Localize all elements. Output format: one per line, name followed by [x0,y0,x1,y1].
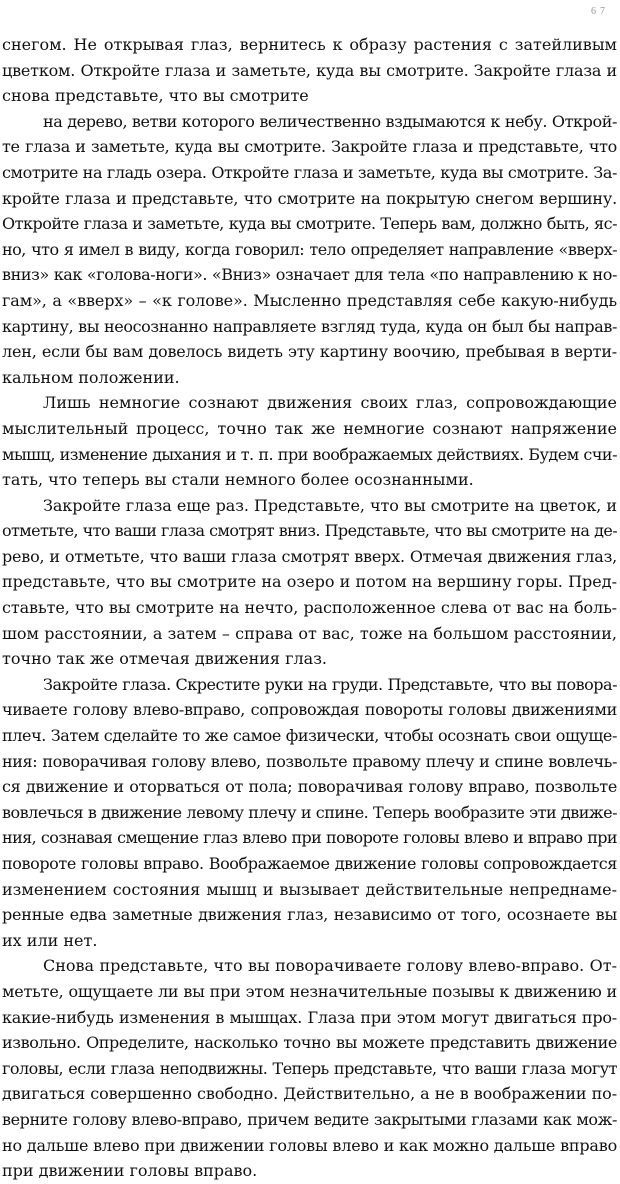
text-line: при движении головы вправо. [2,1161,258,1181]
page-number: 67 [591,6,609,17]
text-line: Закройте глаза. Скрестите руки на груди. Представьте, что вы повора- [43,674,617,694]
text-line: ренные едва заметные движения глаз, независимо от того, осознаете вы [2,905,617,925]
document-body [2,32,617,1184]
paragraph [2,390,617,492]
text-line: но дальше влево при движении головы влево и как можно дальше вправо [2,1135,617,1155]
text-line: кройте глаза и представьте, что смотрите на покрытую снегом вершину. [2,188,617,208]
text-line: тать, что теперь вы стали немного более осознанными. [2,470,474,490]
text-line: снова представьте, что вы смотрите [2,86,309,106]
text-line: лен, если бы вам довелось видеть эту картину воочию, пребывая в верти- [2,342,617,362]
text-line: смотрите на гладь озера. Откройте глаза и заметьте, куда вы смотрите. За- [2,162,617,182]
text-line: отметьте, что ваши глаза смотрят вниз. Представьте, что вы смотрите на де- [2,521,617,541]
text-line: Откройте глаза и заметьте, куда вы смотрите. Теперь вам, должно быть, яс- [2,214,617,234]
text-line: те глаза и заметьте, куда вы смотрите. Закройте глаза и представьте, что [2,137,617,157]
paragraph [2,953,617,1183]
text-line: их или нет. [2,930,98,950]
text-line: извольно. Определите, насколько точно вы можете представить движение [2,1033,617,1053]
text-line: повороте головы вправо. Воображаемое движение головы сопровождается [2,854,617,873]
paragraph [2,109,617,391]
text-line: какие-нибудь изменения в мышцах. Глаза при этом могут двигаться про- [2,1007,617,1027]
text-line: но, что я имел в виду, когда говорил: тело определяет направление «вверх- [2,239,617,259]
text-line: Лишь немногие сознают движения своих глаз, сопровождающие [43,393,617,413]
text-line: цветком. Откройте глаза и заметьте, куда вы смотрите. Закройте глаза и [2,60,617,80]
text-line: верните голову влево-вправо, причем ведите закрытыми глазами как мож- [2,1109,617,1129]
text-line: Закройте глаза еще раз. Представьте, что вы смотрите на цветок, и [43,495,617,515]
paragraph [2,32,617,109]
text-line: рево, и отметьте, что ваши глаза смотрят вверх. Отмечая движения глаз, [2,546,617,566]
paragraph [2,493,617,672]
text-line: на дерево, ветви которого величественно вздымаются к небу. Открой- [43,111,617,131]
text-line: Снова представьте, что вы поворачиваете голову влево-вправо. От- [43,956,617,976]
text-line: мышц, изменение дыхания и т. п. при воображаемых действиях. Будем счи- [2,444,617,464]
text-line: гам», а «вверх» – «к голове». Мысленно представляя себе какую-нибудь [2,290,617,310]
text-line: ния, сознавая смещение глаз влево при повороте головы влево и вправо при [2,828,617,848]
text-line: ставьте, что вы смотрите на нечто, расположенное слева от вас на боль- [2,598,617,618]
text-line: шом расстоянии, а затем – справа от вас, тоже на большом расстоянии, [2,623,617,643]
text-line: ния: поворачивая голову влево, позвольте правому плечу и спине вовлечь- [2,751,617,771]
text-line: ся движение и оторваться от пола; поворачивая голову вправо, позвольте [2,777,617,797]
text-line: двигаться совершенно свободно. Действительно, а не в воображении по- [2,1084,617,1104]
paragraph [2,672,617,954]
text-line: представьте, что вы смотрите на озеро и потом на вершину горы. Пред- [2,572,617,592]
text-line: головы, если глаза неподвижны. Теперь представьте, что ваши глаза могут [2,1058,617,1078]
text-line: вниз» как «голова-ноги». «Вниз» означает для тела «по направлению к но- [2,265,617,285]
text-line: вовлечься в движение левому плечу и спине. Теперь вообразите эти движе- [2,802,617,822]
text-line: снегом. Не открывая глаз, вернитесь к образу растения с затейливым [2,35,617,54]
text-line: чиваете голову влево-вправо, сопровождая повороты головы движениями [2,700,617,720]
text-line: картину, вы неосознанно направляете взгляд туда, куда он был бы направ- [2,316,617,336]
text-line: плеч. Затем сделайте то же самое физически, чтобы осознать свои ощуще- [2,726,617,746]
text-line: кальном положении. [2,367,180,387]
text-line: точно так же отмечая движения глаз. [2,649,328,669]
text-line: изменением состояния мышц и вызывает действительные непреднаме- [2,879,617,899]
text-line: мыслительный процесс, точно так же немногие сознают напряжение [2,418,617,438]
text-line: метьте, ощущаете ли вы при этом незначительные позывы к движению и [2,981,617,1001]
